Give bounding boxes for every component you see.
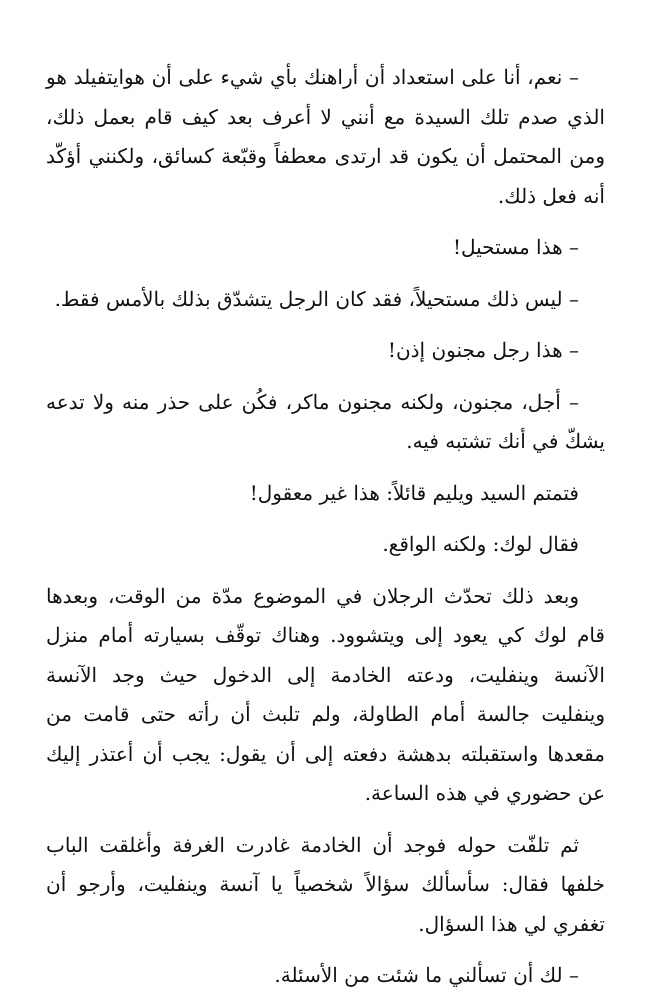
paragraph-dialogue-5: – أجل، مجنون، ولكنه مجنون ماكر، فكُن على حذر منه ولا تدعه يشكّ في أنك تشتبه فيه. — [46, 389, 605, 453]
paragraph-narration-4: ثم تلفّت حوله فوجد أن الخادمة غادرت الغرفة وأغلقت الباب خلفها فقال: سأسألك سؤالاً شخصياً يا آنسة وينفليت، وأرجو أن تغفري لي هذا السؤال. — [46, 832, 605, 936]
paragraph-dialogue-2: – هذا مستحيل! — [452, 235, 579, 259]
paragraph-narration-1: فتمتم السيد ويليم قائلاً: هذا غير معقول! — [249, 480, 579, 505]
paragraph-narration-2: فقال لوك: ولكنه الواقع. — [382, 532, 579, 556]
paragraph-dialogue-1: – نعم، أنا على استعداد أن أراهنك بأي شيء على أن هوايتفيلد هو الذي صدم تلك السيدة مع أنني لا أعرف بعد كيف قام بعمل ذلك، ومن المحتمل أن يكون قد ارتدى معطفاً وقبّعة كسائق، ولكنني أؤكّد أنه فعل ذلك. — [46, 65, 605, 208]
paragraph-dialogue-3: – ليس ذلك مستحيلاً، فقد كان الرجل يتشدّق بذلك بالأمس فقط. — [54, 286, 579, 311]
paragraph-narration-3: وبعد ذلك تحدّث الرجلان في الموضوع مدّة من الوقت، وبعدها قام لوك كي يعود إلى ويتشوود. وهناك توقّف بسيارته أمام منزل الآنسة وينفليت، ودعته الخادمة إلى الدخول حيث وجد الآنسة وينفليت جالسة أمام الطاولة، ولم تلبث أن رأته حتى قامت من مقعدها واستقبلته بدهشة دفعته إلى أن يقول: يجب أن أعتذر إليك عن حضوري في هذه الساعة. — [46, 583, 605, 805]
paragraph-dialogue-4: – هذا رجل مجنون إذن! — [387, 338, 579, 362]
paragraph-dialogue-6: – لك أن تسألني ما شئت من الأسئلة. — [274, 963, 579, 987]
